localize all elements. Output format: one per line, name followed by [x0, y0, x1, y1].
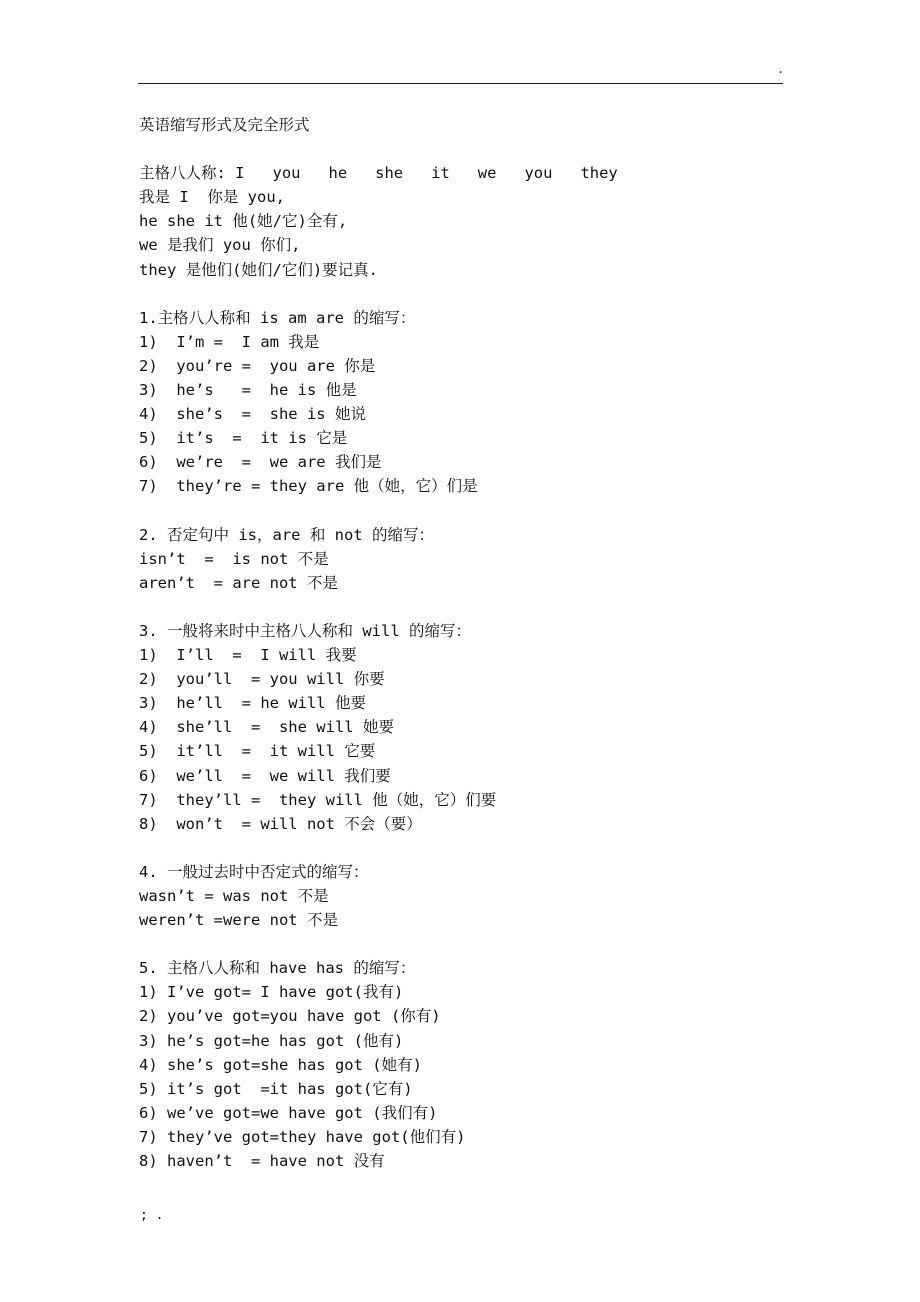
contraction-line: 2) you’ll = you will 你要	[139, 670, 385, 689]
contraction-line: 4) she’ll = she will 她要	[139, 718, 394, 737]
pronoun-rhyme	[139, 161, 779, 281]
contraction-line: aren’t = are not 不是	[139, 573, 338, 592]
section-will-contractions	[139, 619, 779, 836]
contraction-line: 1) I’ll = I will 我要	[139, 646, 357, 665]
contraction-line: 1) I’m = I am 我是	[139, 332, 320, 351]
contraction-line: 8) won’t = will not 不会（要）	[139, 814, 422, 833]
section-heading: 4. 一般过去时中否定式的缩写：	[139, 862, 369, 881]
rhyme-line: 主格八人称: I you he she it we you they	[139, 164, 618, 183]
contraction-line: 6) we’ve got=we have got (我们有)	[139, 1103, 438, 1122]
contraction-line: 7) they’re = they are 他（她，它）们是	[139, 477, 478, 496]
section-past-negative	[139, 860, 779, 932]
contraction-line: 3) he’s got=he has got (他有)	[139, 1031, 404, 1050]
contraction-line: 3) he’ll = he will 他要	[139, 694, 366, 713]
footer-mark: ; .	[140, 1208, 164, 1223]
contraction-line: isn’t = is not 不是	[139, 549, 329, 568]
spacer	[139, 836, 779, 860]
contraction-line: 2) you’ve got=you have got (你有)	[139, 1007, 441, 1026]
spacer	[139, 595, 779, 619]
header-rule	[138, 83, 783, 84]
contraction-line: 4) she’s got=she has got (她有)	[139, 1055, 422, 1074]
section-negative-be	[139, 523, 779, 595]
contraction-line: wasn’t = was not 不是	[139, 887, 329, 905]
spacer	[139, 282, 779, 306]
section-heading: 5. 主格八人称和 have has 的缩写：	[139, 959, 416, 978]
rhyme-line: 我是 I 你是 you,	[139, 188, 285, 207]
contraction-line: 6) we’ll = we will 我们要	[139, 766, 391, 785]
contraction-line: 4) she’s = she is 她说	[139, 405, 366, 424]
contraction-line: 1) I’ve got= I have got(我有)	[139, 983, 404, 1002]
contraction-line: 2) you’re = you are 你是	[139, 356, 376, 375]
contraction-line: 5) it’ll = it will 它要	[139, 742, 376, 761]
contraction-line: 7) they’ve got=they have got(他们有)	[139, 1127, 466, 1146]
document-title: 英语缩写形式及完全形式	[139, 116, 310, 134]
contraction-line: 7) they’ll = they will 他（她，它）们要	[139, 790, 497, 809]
header-mark: .	[777, 62, 785, 76]
contraction-line: 5) it’s = it is 它是	[139, 429, 348, 448]
contraction-line: 5) it’s got =it has got(它有)	[139, 1079, 413, 1098]
spacer	[139, 499, 779, 523]
rhyme-line: they 是他们(她们/它们)要记真.	[139, 260, 378, 279]
contraction-line: weren’t =were not 不是	[139, 911, 338, 930]
contraction-line: 3) he’s = he is 他是	[139, 381, 357, 400]
rhyme-line: we 是我们 you 你们,	[139, 236, 301, 255]
document-body	[139, 113, 779, 1173]
spacer	[139, 137, 779, 161]
section-have-contractions	[139, 956, 779, 1173]
section-heading: 2. 否定句中 is，are 和 not 的缩写：	[139, 525, 434, 544]
contraction-line: 6) we’re = we are 我们是	[139, 453, 382, 472]
section-be-contractions	[139, 306, 779, 499]
contraction-line: 8) haven’t = have not 没有	[139, 1152, 385, 1171]
section-heading: 3. 一般将来时中主格八人称和 will 的缩写：	[139, 621, 471, 640]
rhyme-line: he she it 他(她/它)全有,	[139, 212, 348, 231]
spacer	[139, 932, 779, 956]
section-heading: 1.主格八人称和 is am are 的缩写：	[139, 308, 416, 327]
